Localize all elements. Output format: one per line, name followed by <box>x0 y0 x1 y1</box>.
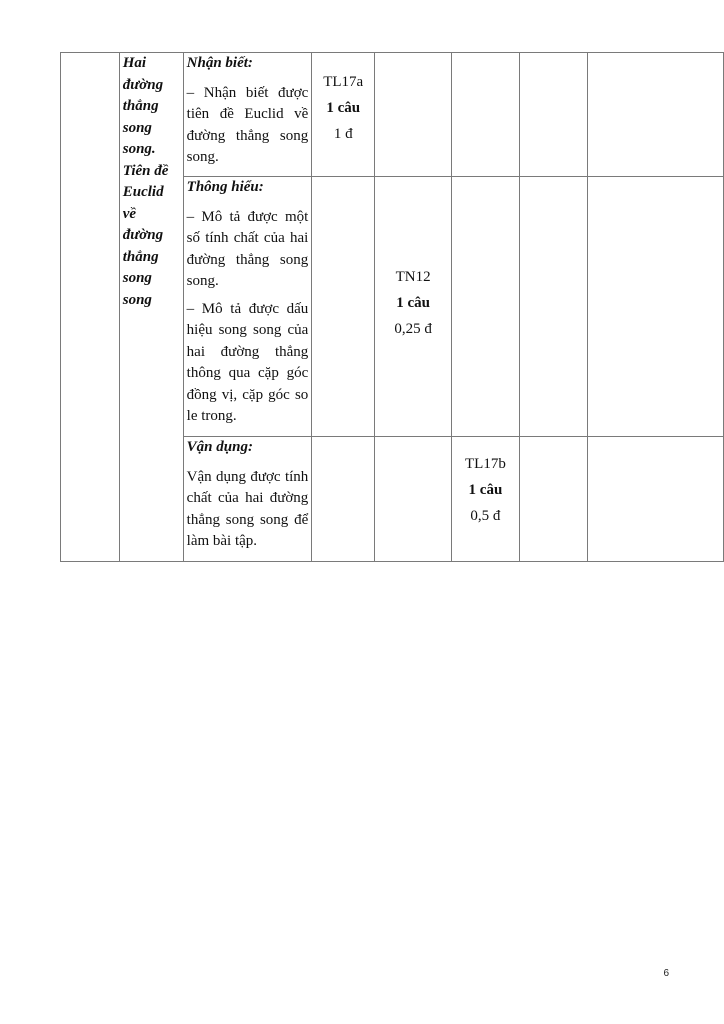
question-count: 1 câu <box>326 100 361 116</box>
level-label: Thông hiểu: <box>186 179 264 195</box>
requirement-cell <box>183 177 312 437</box>
level-label: Nhận biết: <box>186 55 253 71</box>
requirement-text: – Nhận biết được tiên đề Euclid về đường thẳng song song. <box>186 84 309 165</box>
question-code: TL17b <box>465 456 506 472</box>
question-points: 0,5 đ <box>470 508 501 524</box>
page-number: 6 <box>663 968 669 979</box>
table-row-recognition <box>61 53 724 177</box>
question-points: 0,25 đ <box>394 321 432 337</box>
requirement-cell <box>183 437 312 562</box>
index-cell <box>61 53 120 562</box>
level-label: Vận dụng: <box>186 439 253 455</box>
score-cell-application <box>451 437 519 562</box>
question-code: TN12 <box>395 269 431 285</box>
requirement-cell <box>183 53 312 177</box>
specification-table <box>60 52 724 562</box>
topic-title: Hai đường thẳng song song. Tiên đề Euclid về đường thẳng song song <box>122 55 169 308</box>
score-cell-recognition <box>312 53 375 177</box>
requirement-text: – Mô tả được một số tính chất của hai đường thẳng song song. <box>186 208 309 289</box>
question-count: 1 câu <box>396 295 430 311</box>
topic-cell <box>119 53 183 562</box>
score-cell-understanding <box>375 177 452 437</box>
question-points: 1 đ <box>333 126 353 142</box>
question-code: TL17a <box>323 74 364 90</box>
question-count: 1 câu <box>468 482 503 498</box>
requirement-text: – Mô tả được dấu hiệu song song của hai đường thẳng thông qua cặp góc đồng vị, cặp góc so le trong. <box>186 300 309 424</box>
requirement-text: Vận dụng được tính chất của hai đường thẳng song song để làm bài tập. <box>186 468 309 549</box>
